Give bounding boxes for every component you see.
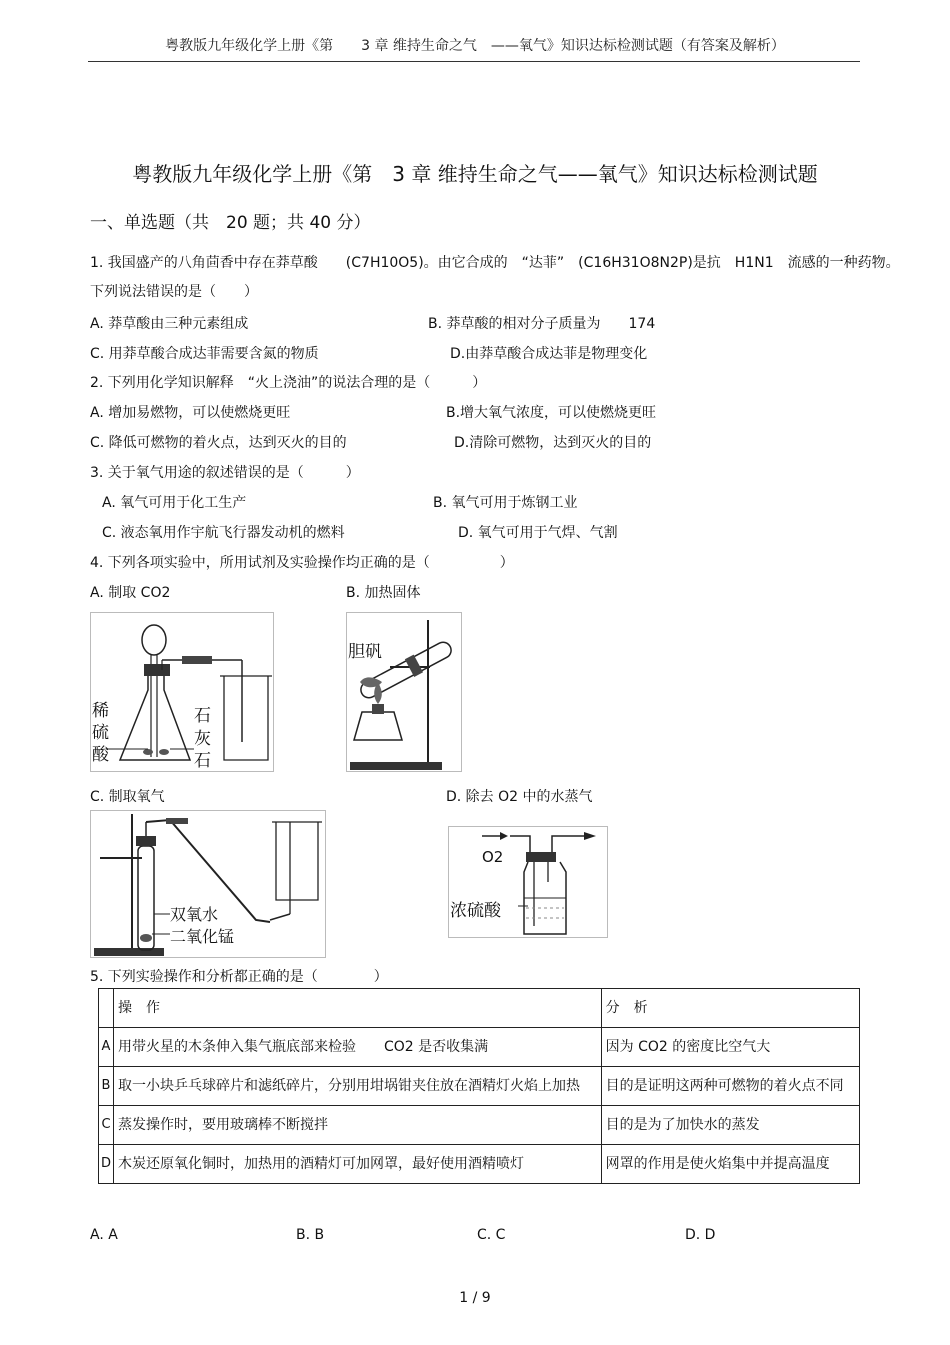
question-2-stem: 2. 下列用化学知识解释 “火上浇油”的说法合理的是（ ）: [90, 375, 487, 391]
q2-option-d: D.清除可燃物，达到灭火的目的: [454, 435, 652, 451]
label-hydrogen-peroxide: 双氧水: [170, 905, 219, 924]
figure-co2-apparatus: [90, 612, 274, 772]
figure-drying-oxygen: [448, 826, 608, 938]
q1-option-a: A. 莽草酸由三种元素组成: [90, 316, 249, 332]
table-row: [99, 1106, 860, 1145]
q1-option-b: B. 莽草酸的相对分子质量为 174: [428, 316, 656, 332]
q4-option-c: C. 制取氧气: [90, 789, 165, 805]
q4-option-d: D. 除去 O2 中的水蒸气: [446, 789, 593, 805]
figure-oxygen-generation: [90, 810, 326, 958]
row-analysis: 网罩的作用是使火焰集中并提高温度: [601, 1145, 859, 1184]
column-header-analysis: 分 析: [601, 989, 859, 1028]
question-1-stem-cont: 下列说法错误的是（ ）: [90, 284, 258, 300]
label-dilute-acid-2: 硫: [92, 723, 109, 743]
q2-option-b: B.增大氧气浓度，可以使燃烧更旺: [446, 405, 657, 421]
row-operation: 取一小块乒乓球碎片和滤纸碎片，分别用坩埚钳夹住放在酒精灯火焰上加热: [114, 1067, 602, 1106]
table-row: [99, 1028, 860, 1067]
q1-option-c: C. 用莽草酸合成达菲需要含氮的物质: [90, 346, 319, 362]
row-operation: 用带火星的木条伸入集气瓶底部来检验 CO2 是否收集满: [114, 1028, 602, 1067]
question-1-stem: 1. 我国盛产的八角茴香中存在莽草酸 (C7H10O5)。由它合成的 “达菲” (C16H31O8N2P)是抗 H1N1 流感的一种药物。: [90, 255, 900, 271]
row-analysis: 目的是证明这两种可燃物的着火点不同: [601, 1067, 859, 1106]
q2-option-a: A. 增加易燃物，可以使燃烧更旺: [90, 405, 291, 421]
section-heading: 一、单选题（共 20 题；共 40 分）: [90, 213, 371, 233]
question-5-stem: 5. 下列实验操作和分析都正确的是（ ）: [90, 969, 388, 985]
row-letter: C: [99, 1106, 114, 1145]
column-header-operation: 操 作: [114, 989, 602, 1028]
q3-option-a: A. 氧气可用于化工生产: [102, 495, 247, 511]
q3-option-d: D. 氧气可用于气焊、气割: [458, 525, 618, 541]
row-letter: D: [99, 1145, 114, 1184]
label-limestone-1: 石: [194, 706, 211, 726]
table-cell: [99, 989, 114, 1028]
q5-option-d: D. D: [685, 1227, 716, 1243]
header-divider: [88, 61, 860, 62]
label-limestone-3: 石: [194, 751, 211, 771]
operations-table: [98, 988, 860, 1184]
q3-option-b: B. 氧气可用于炼钢工业: [433, 495, 578, 511]
q5-option-c: C. C: [477, 1227, 506, 1243]
table-row: [99, 1145, 860, 1184]
question-3-stem: 3. 关于氧气用途的叙述错误的是（ ）: [90, 465, 360, 481]
q3-option-c: C. 液态氧用作宇航飞行器发动机的燃料: [102, 525, 345, 541]
q5-option-b: B. B: [296, 1227, 325, 1243]
label-blue-vitriol: 胆矾: [348, 642, 382, 662]
document-title: 粤教版九年级化学上册《第 3 章 维持生命之气——氧气》知识达标检测试题: [132, 162, 818, 186]
label-dilute-acid-3: 酸: [92, 745, 109, 765]
label-conc-sulfuric-acid: 浓硫酸: [450, 901, 501, 921]
page-number: 1 / 9: [459, 1290, 491, 1306]
row-operation: 蒸发操作时，要用玻璃棒不断搅拌: [114, 1106, 602, 1145]
label-limestone-2: 灰: [194, 729, 211, 749]
q4-option-a: A. 制取 CO2: [90, 585, 171, 601]
figure-heating-solid: [346, 612, 462, 772]
question-4-stem: 4. 下列各项实验中，所用试剂及实验操作均正确的是（ ）: [90, 555, 514, 571]
label-dilute-acid-1: 稀: [92, 701, 109, 721]
row-letter: A: [99, 1028, 114, 1067]
row-letter: B: [99, 1067, 114, 1106]
row-operation: 木炭还原氧化铜时，加热用的酒精灯可加网罩，最好使用酒精喷灯: [114, 1145, 602, 1184]
table-row: [99, 1067, 860, 1106]
label-o2: O2: [482, 848, 504, 866]
row-analysis: 因为 CO2 的密度比空气大: [601, 1028, 859, 1067]
row-analysis: 目的是为了加快水的蒸发: [601, 1106, 859, 1145]
table-header-row: [99, 989, 860, 1028]
q4-option-b: B. 加热固体: [346, 585, 421, 601]
q5-option-a: A. A: [90, 1227, 118, 1243]
label-manganese-dioxide: 二氧化锰: [170, 927, 235, 946]
q2-option-c: C. 降低可燃物的着火点，达到灭火的目的: [90, 435, 347, 451]
running-header: 粤教版九年级化学上册《第 3 章 维持生命之气 ——氧气》知识达标检测试题（有答案及解析）: [165, 38, 785, 54]
q1-option-d: D.由莽草酸合成达菲是物理变化: [450, 346, 648, 362]
